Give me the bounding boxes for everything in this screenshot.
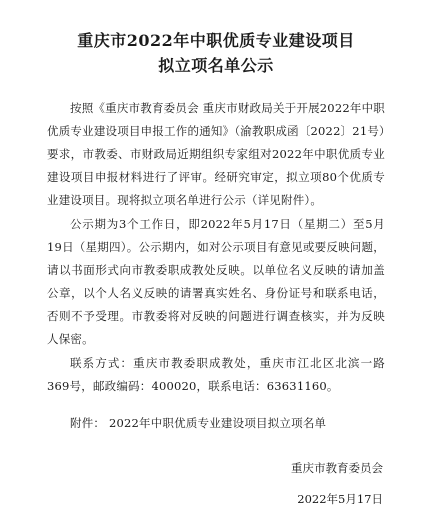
attachment-reference: 附件： 2022年中职优质专业建设项目拟立项名单 xyxy=(70,416,327,430)
paragraph-evaluation: 按照《重庆市教育委员会 重庆市财政局关于开展2022年中职优质专业建设项目申报工作的通知》（渝教职成函〔2022〕21号）要求，市教委、市财政局近期组织专家组对2022年中职优质专业建设项目申报材料进行了评审。经研究审定，拟立项80个优质专业建设项目。现将拟立项名单进行公示（详见附件）。 xyxy=(47,101,385,207)
paragraph-contact: 联系方式：重庆市教委职成教处，重庆市江北区北滨一路369号，邮政编码：400020，联系电话：63631160。 xyxy=(47,356,385,393)
document-title-line-2: 拟立项名单公示 xyxy=(158,56,274,75)
document-title-line-1: 重庆市2022年中职优质专业建设项目 xyxy=(77,31,355,50)
issue-date: 2022年5月17日 xyxy=(297,492,383,506)
issuer-signature: 重庆市教育委员会 xyxy=(291,461,383,475)
paragraph-publicity-period: 公示期为3个工作日，即2022年5月17日（星期二）至5月19日（星期四）。公示期内，如对公示项目有意见或要反映问题，请以书面形式向市教委职成教处反映。以单位名义反映的请加盖公章，以个人名义反映的请署真实姓名、身份证号和联系电话，否则不予受理。市教委将对反映的问题进行调查核实，并为反映人保密。 xyxy=(47,217,385,346)
